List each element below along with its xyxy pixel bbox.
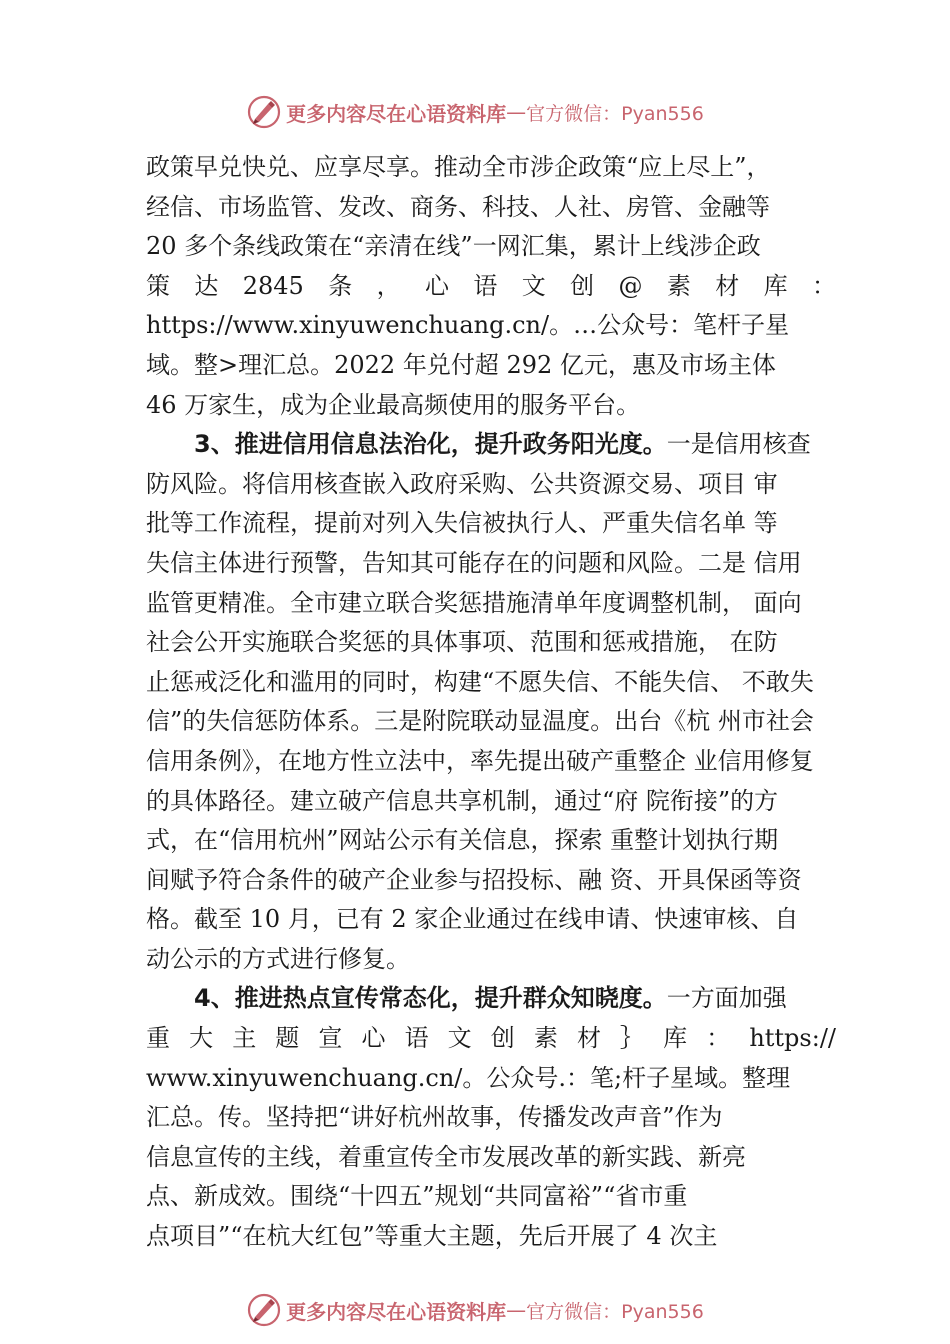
spread-token: 达 — [194, 271, 219, 300]
banner-brand-text: 更多内容尽在心语资料库 — [286, 101, 507, 126]
text-line: 域。整>理汇总。2022 年兑付超 292 亿元，惠及市场主体 — [146, 350, 776, 379]
text-line: 格。截至 10 月，已有 2 家企业通过在线申请、快速审核、自 — [146, 905, 799, 934]
text-line: https://www.xinyuwenchuang.cn/。…公众号：笔杆子星 — [146, 311, 790, 340]
text-line: www.xinyuwenchuang.cn/。公众号.：笔;杆子星域。整理 — [146, 1063, 791, 1092]
text-line: 信”的失信惩防体系。三是附院联动显温度。出台《杭 州市社会 — [146, 707, 814, 736]
spread-token: @ — [618, 271, 643, 300]
spread-token: 心 — [361, 1024, 386, 1053]
spread-token: 素 — [533, 1024, 558, 1053]
text-line: 信息宣传的主线，着重宣传全市发展改革的新实践、新亮 — [146, 1142, 746, 1171]
text-line: 防风险。将信用核查嵌入政府采购、公共资源交易、项目 审 — [146, 469, 778, 498]
banner-brand-text: 更多内容尽在心语资料库 — [286, 1299, 507, 1324]
section-heading: 4、推进热点宣传常态化，提升群众知晓度。 — [194, 984, 667, 1013]
spread-token: 策 — [146, 271, 170, 300]
spread-token: 大 — [189, 1024, 214, 1053]
text-line: 动公示的方式进行修复。 — [146, 944, 410, 973]
banner-separator: — — [506, 100, 527, 124]
pen-logo-icon — [246, 1292, 282, 1328]
spread-token: ｝ — [620, 1024, 645, 1053]
pen-logo-icon — [246, 94, 282, 130]
spread-token: 文 — [521, 271, 546, 300]
spread-token: 主 — [232, 1024, 257, 1053]
spread-token: 创 — [570, 271, 595, 300]
header-banner — [0, 92, 950, 132]
text-line: 汇总。传。坚持把“讲好杭州故事，传播发改声音”作为 — [146, 1103, 723, 1132]
spread-token: ， — [376, 271, 401, 300]
spread-token: ： — [706, 1024, 731, 1053]
text-line: 式，在“信用杭州”网站公示有关信息，探索 重整计划执行期 — [146, 826, 779, 855]
text-line: 点项目”“在杭大红包”等重大主题，先后开展了 4 次主 — [146, 1222, 718, 1251]
text-fragment: 一是信用核查 — [666, 430, 811, 459]
banner-separator: — — [506, 1298, 527, 1322]
spread-token: 条 — [328, 271, 353, 300]
spread-token: 宣 — [318, 1024, 343, 1053]
text-line: 的具体路径。建立破产信息共享机制，通过“府 院衔接”的方 — [146, 786, 779, 815]
section-heading-line — [146, 425, 836, 465]
text-line: 46 万家生，成为企业最高频使用的服务平台。 — [146, 390, 641, 419]
spread-token: 材 — [576, 1024, 601, 1053]
text-line: 20 多个条线政策在“亲清在线”一网汇集，累计上线涉企政 — [146, 232, 761, 261]
spread-token: 文 — [447, 1024, 472, 1053]
text-line: 止惩戒泛化和滥用的同时，构建“不愿失信、不能失信、 不敢失 — [146, 667, 814, 696]
text-line: 社会公开实施联合奖惩的具体事项、范围和惩戒措施， 在防 — [146, 628, 778, 657]
banner-wechat-text: 官方微信：Pyan556 — [526, 1300, 704, 1323]
spread-token: 题 — [275, 1024, 300, 1053]
spread-token: 创 — [490, 1024, 515, 1053]
document-body — [146, 148, 836, 1257]
text-line: 政策早兑快兑、应享尽享。推动全市涉企政策“应上尽上”， — [146, 153, 771, 181]
spread-token: 心 — [424, 271, 449, 300]
footer-banner — [0, 1290, 950, 1330]
spread-token: https:// — [749, 1024, 836, 1053]
spread-token: 素 — [666, 271, 691, 300]
banner-wechat-text: 官方微信：Pyan556 — [526, 102, 704, 125]
text-fragment: 一方面加强 — [666, 984, 787, 1013]
section-heading-line — [146, 979, 836, 1019]
spread-token: 库 — [663, 1024, 688, 1053]
spread-text-line — [146, 1019, 836, 1059]
spread-token: 重 — [146, 1024, 170, 1053]
spread-token: 语 — [473, 271, 498, 300]
spread-token: 2845 — [242, 271, 304, 300]
spread-token: 语 — [404, 1024, 429, 1053]
text-line: 间赋予符合条件的破产企业参与招投标、融 资、开具保函等资 — [146, 865, 802, 894]
spread-text-line — [146, 267, 836, 307]
spread-token: ： — [811, 271, 836, 300]
text-line: 点、新成效。围绕“十四五”规划“共同富裕”“省市重 — [146, 1182, 688, 1211]
spread-token: 库 — [763, 271, 788, 300]
section-heading: 3、推进信用信息法治化，提升政务阳光度。 — [194, 430, 667, 459]
text-line: 失信主体进行预警，告知其可能存在的问题和风险。二是 信用 — [146, 548, 802, 577]
text-line: 批等工作流程，提前对列入失信被执行人、严重失信名单 等 — [146, 509, 778, 538]
text-line: 监管更精准。全市建立联合奖惩措施清单年度调整机制， 面向 — [146, 588, 802, 617]
text-line: 信用条例》，在地方性立法中，率先提出破产重整企 业信用修复 — [146, 746, 814, 775]
spread-token: 材 — [715, 271, 740, 300]
text-line: 经信、市场监管、发改、商务、科技、人社、房管、金融等 — [146, 192, 770, 221]
